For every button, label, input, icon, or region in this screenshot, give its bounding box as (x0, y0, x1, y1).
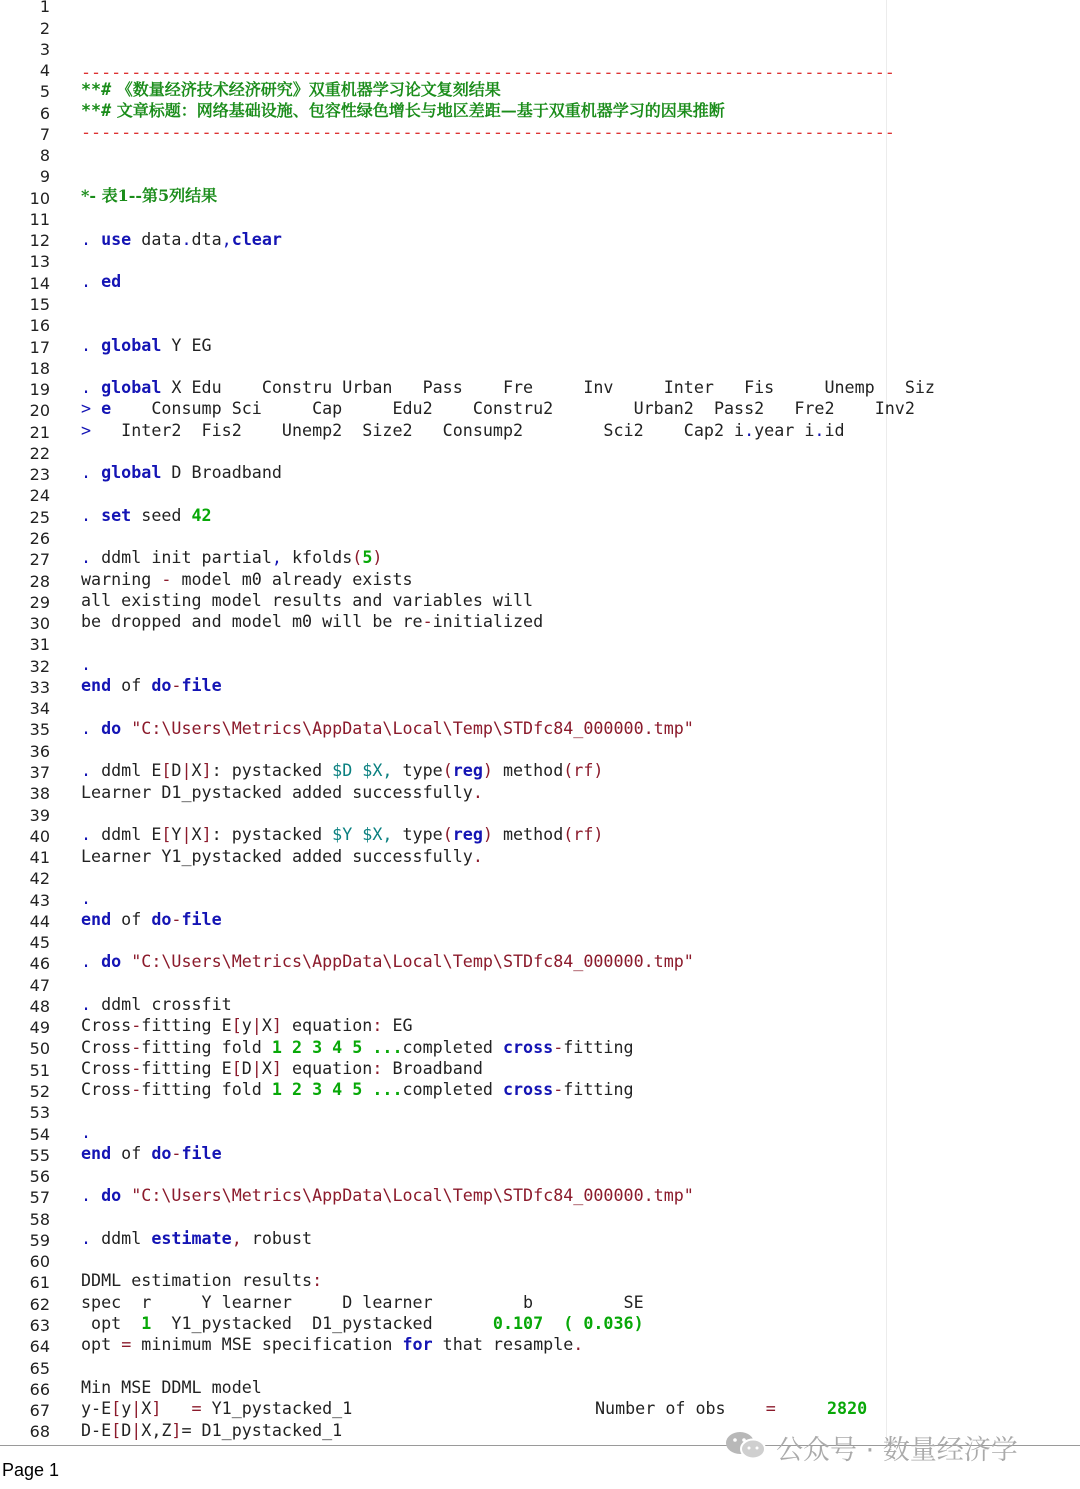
line-number: 44 (29, 911, 50, 931)
nobs-value: 2820 (827, 1398, 868, 1418)
line-number: 49 (29, 1018, 50, 1038)
line-number: 48 (29, 996, 50, 1016)
line-number: 54 (29, 1124, 50, 1144)
line-number: 15 (29, 295, 50, 314)
code-line-43: . (81, 888, 92, 908)
line-number: 7 (39, 124, 50, 144)
code-line-32: . (81, 654, 92, 674)
kfolds-value: 5 (362, 547, 373, 567)
line-number: 17 (29, 337, 50, 357)
watermark (724, 1428, 1064, 1464)
code-line-21: > Inter2 Fis2 Unemp2 Size2 Consump2 Sci2 Cap2 i.year i.id (81, 420, 845, 440)
code-line-14: . ed (81, 271, 122, 291)
code-line-28: warning - model m0 already exists (81, 569, 413, 589)
line-number: 13 (29, 252, 50, 272)
code-line-49: Cross-fitting E[y|X] equation: EG (81, 1015, 413, 1035)
line-number: 57 (29, 1188, 50, 1208)
line-number: 2 (39, 18, 50, 38)
line-number: 43 (29, 890, 50, 910)
comment-marker: **# (81, 79, 112, 99)
code-line-6 (0, 100, 1080, 121)
line-number: 25 (29, 507, 50, 527)
line-number: 33 (29, 677, 50, 697)
code-line-29: all existing model results and variables will (81, 590, 534, 610)
line-number: 58 (29, 1209, 50, 1229)
line-number: 56 (29, 1167, 50, 1186)
line-number: 5 (39, 82, 50, 102)
code-line-46: . do "C:\Users\Metrics\AppData\Local\Temp\STDfc84_000000.tmp" (81, 951, 694, 971)
line-number: 55 (29, 1145, 50, 1165)
nobs-label: Number of obs (595, 1398, 726, 1418)
table-caption: *- 表1--第5列结果 (81, 186, 218, 205)
code-line-67: y-E[y|X] = Y1_pystacked_1 Number of obs = 2820 (81, 1398, 868, 1418)
code-line-64: opt = minimum MSE specification for that resample. (81, 1334, 584, 1354)
line-number: 63 (29, 1315, 50, 1335)
code-line-55: end of do-file (81, 1143, 222, 1163)
global-y: Y EG (161, 335, 212, 355)
line-number: 53 (29, 1103, 50, 1123)
separator: --------------------------------------------------------------------------------- (81, 62, 895, 82)
line-number: 34 (29, 699, 50, 719)
code-line-68: D-E[D|X,Z]= D1_pystacked_1 (81, 1420, 343, 1440)
code-line-54: . (81, 1122, 92, 1142)
line-number: 46 (29, 954, 50, 974)
line-number: 4 (39, 61, 50, 80)
code-line-40: . ddml E[Y|X]: pystacked $Y $X, type(reg) method(rf) (81, 824, 604, 844)
code-line-52: Cross-fitting fold 1 2 3 4 5 ...completed cross-fitting (81, 1079, 634, 1099)
code-line-7 (0, 122, 1080, 143)
comment-marker: **# (81, 100, 112, 120)
line-number: 37 (29, 762, 50, 782)
code-line-37: . ddml E[D|X]: pystacked $D $X, type(reg) method(rf) (81, 760, 604, 780)
results-table-header: spec r Y learner D learner b SE (81, 1292, 644, 1312)
global-d: D Broadband (161, 462, 282, 482)
separator: --------------------------------------------------------------------------------- (81, 122, 895, 142)
line-number: 41 (29, 848, 50, 867)
line-number: 67 (29, 1401, 50, 1420)
line-number: 16 (29, 316, 50, 336)
code-line-63: opt 1 Y1_pystacked D1_pystacked 0.107 ( 0.036) (81, 1313, 644, 1333)
line-number: 68 (29, 1422, 50, 1442)
line-number: 8 (39, 146, 50, 166)
code-line-33: end of do-file (81, 675, 222, 695)
standard-error: ( 0.036) (563, 1313, 644, 1333)
line-number: 36 (29, 741, 50, 761)
line-number: 59 (29, 1230, 50, 1250)
line-number: 61 (29, 1273, 50, 1293)
clear-option: clear (231, 229, 282, 249)
do-file-path: "C:\Users\Metrics\AppData\Local\Temp\STDfc84_000000.tmp" (131, 718, 694, 738)
seed-value: 42 (191, 505, 212, 525)
code-line-51: Cross-fitting E[D|X] equation: Broadband (81, 1058, 483, 1078)
line-number: 10 (29, 188, 50, 208)
line-number: 28 (29, 571, 50, 591)
code-line-20: > e Consump Sci Cap Edu2 Constru2 Urban2 Pass2 Fre2 Inv2 (81, 398, 915, 418)
code-line-48: . ddml crossfit (81, 994, 232, 1014)
line-number: 20 (29, 401, 50, 421)
wechat-icon (724, 1430, 768, 1460)
line-number: 6 (39, 103, 50, 123)
code-line-35: . do "C:\Users\Metrics\AppData\Local\Temp\STDfc84_000000.tmp" (81, 718, 694, 738)
code-line-17: . global Y EG (81, 335, 212, 355)
code-line-61: DDML estimation results: (81, 1270, 323, 1290)
line-number: 14 (29, 273, 50, 293)
code-line-27: . ddml init partial, kfolds(5) (81, 547, 383, 567)
line-number: 47 (29, 975, 50, 995)
code-line-19: . global X Edu Constru Urban Pass Fre Inv Inter Fis Unemp Siz (81, 377, 935, 397)
code-line-59: . ddml estimate, robust (81, 1228, 313, 1248)
line-number: 23 (29, 465, 50, 485)
line-number: 45 (29, 933, 50, 953)
line-number: 32 (29, 656, 50, 676)
code-line-44: end of do-file (81, 909, 222, 929)
coefficient-b: 0.107 (492, 1313, 544, 1333)
line-number: 38 (29, 784, 50, 804)
page-number-label: Page 1 (2, 1460, 60, 1480)
line-number: 29 (29, 592, 50, 612)
line-number: 62 (29, 1294, 50, 1314)
global-x: X Edu Constru Urban Pass Fre Inv Inter Fis Unemp Siz (161, 377, 935, 397)
code-line-41: Learner Y1_pystacked added successfully. (81, 846, 483, 866)
line-number: 3 (39, 39, 50, 59)
code-line-10 (0, 185, 1080, 206)
line-number: 42 (29, 869, 50, 889)
code-line-66: Min MSE DDML model (81, 1377, 262, 1397)
line-number: 21 (29, 422, 50, 442)
use-command: use (101, 229, 132, 249)
line-number: 52 (29, 1082, 50, 1101)
line-number: 12 (29, 231, 50, 251)
line-number: 51 (29, 1060, 50, 1080)
line-number: 35 (29, 720, 50, 740)
line-number: 39 (29, 805, 50, 825)
line-number: 22 (29, 443, 50, 463)
code-line-5 (0, 79, 1080, 100)
watermark-text: 公众号 · 数量经济学 (776, 1435, 1018, 1466)
line-number: 27 (29, 550, 50, 570)
results-header: DDML estimation results (81, 1270, 313, 1290)
journal-title: 《数量经济技术经济研究》双重机器学习论文复刻结果 (111, 80, 501, 99)
line-number: 26 (29, 529, 50, 548)
line-number: 1 (39, 0, 50, 17)
ed-command: ed (101, 271, 122, 291)
line-number: 60 (29, 1252, 50, 1272)
code-line-25: . set seed 42 (81, 505, 212, 525)
code-line-57: . do "C:\Users\Metrics\AppData\Local\Temp\STDfc84_000000.tmp" (81, 1185, 694, 1205)
code-line-30: be dropped and model m0 will be re-initialized (81, 611, 544, 631)
line-number: 66 (29, 1379, 50, 1399)
line-number: 19 (29, 380, 50, 400)
line-number: 50 (29, 1039, 50, 1059)
code-line-62 (0, 1292, 1080, 1313)
line-number: 9 (39, 167, 50, 187)
line-number: 24 (29, 486, 50, 506)
line-number: 64 (29, 1337, 50, 1357)
line-number: 30 (29, 614, 50, 633)
code-line-12: . use data.dta,clear (81, 229, 282, 249)
line-number: 40 (29, 826, 50, 846)
code-line-38: Learner D1_pystacked added successfully. (81, 782, 483, 802)
article-title: 文章标题：网络基础设施、包容性绿色增长与地区差距—基于双重机器学习的因果推断 (111, 101, 725, 120)
code-line-23: . global D Broadband (81, 462, 282, 482)
code-line-50: Cross-fitting fold 1 2 3 4 5 ...completed cross-fitting (81, 1037, 634, 1057)
line-number: 65 (29, 1358, 50, 1378)
line-number: 11 (29, 209, 50, 229)
line-number: 31 (29, 635, 50, 655)
line-number: 18 (29, 358, 50, 378)
